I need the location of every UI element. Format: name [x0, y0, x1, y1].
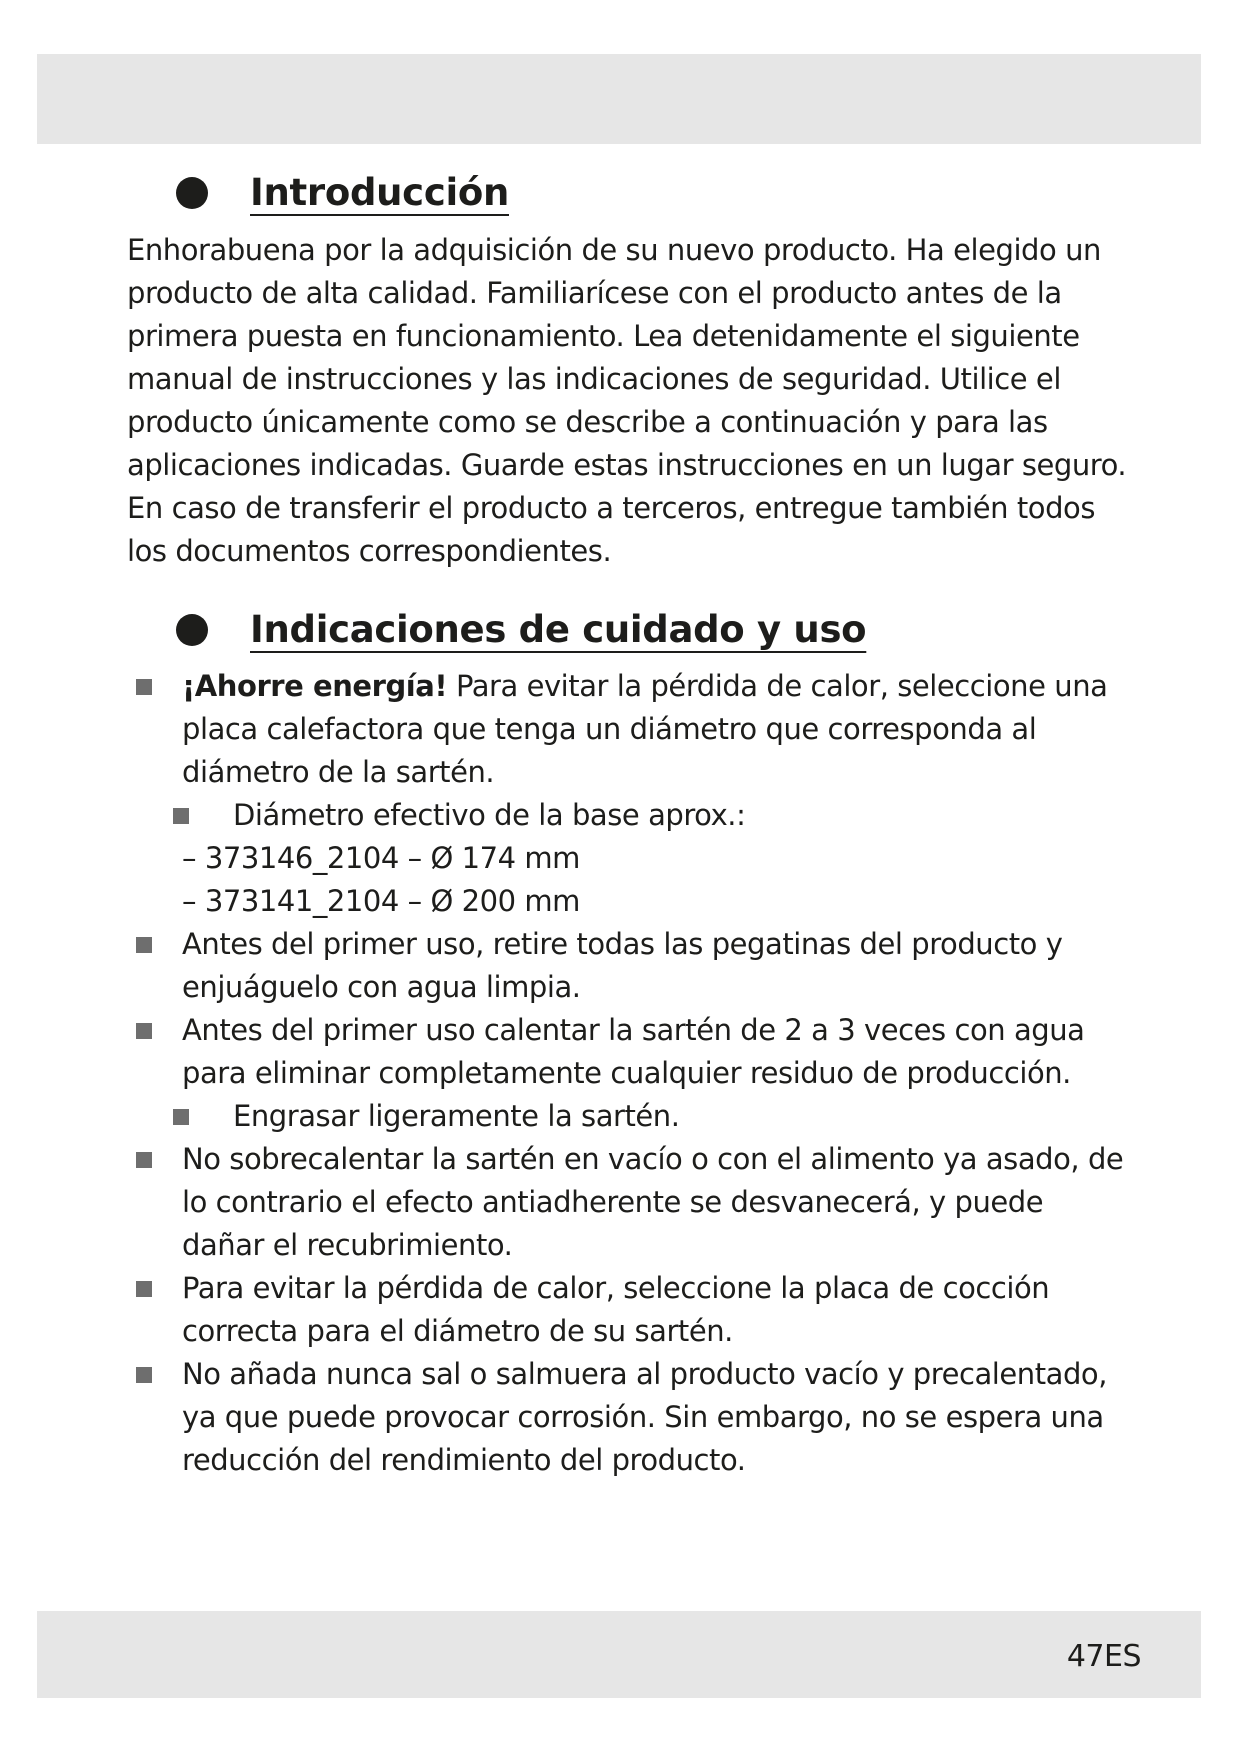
list-item [132, 1138, 1132, 1267]
square-bullet-icon [136, 1281, 152, 1297]
list-item-text: Antes del primer uso, retire todas las pegatinas del producto y enjuáguelo con agua limpia. [182, 927, 1063, 1004]
list-item [132, 665, 1132, 794]
diameter-line: – 373146_2104 – Ø 174 mm [182, 841, 580, 875]
sub-list-item [132, 1095, 1132, 1138]
list-item-text: Para evitar la pérdida de calor, seleccione la placa de cocción correcta para el diámetro de su sartén. [182, 1271, 1050, 1348]
heading-care: Indicaciones de cuidado y uso [250, 608, 867, 651]
square-bullet-icon [173, 1109, 189, 1125]
header-band [37, 54, 1201, 144]
list-item [132, 1267, 1132, 1353]
list-item-text: Diámetro efectivo de la base aprox.: [233, 798, 746, 832]
list-item-text: No añada nunca sal o salmuera al producto vacío y precalentado, ya que puede provocar corrosión. Sin embargo, no se espera una reducción del rendimiento del producto. [182, 1357, 1107, 1477]
heading-intro: Introducción [250, 171, 509, 214]
list-item [132, 1353, 1132, 1482]
square-bullet-icon [136, 1367, 152, 1383]
square-bullet-icon [136, 1023, 152, 1039]
section-heading-intro [176, 171, 509, 214]
page-number: 47ES [1066, 1639, 1141, 1674]
footer-band [37, 1611, 1201, 1698]
diameter-line: – 373141_2104 – Ø 200 mm [182, 884, 580, 918]
list-item [132, 923, 1132, 1009]
intro-paragraph: Enhorabuena por la adquisición de su nuevo producto. Ha elegido un producto de alta calidad. Familiarícese con el producto antes de la primera puesta en funcionamiento. Lea detenidamente el siguiente manual de instrucciones y las indicaciones de seguridad. Utilice el producto únicamente como se describe a continuación y para las aplicaciones indicadas. Guarde estas instrucciones en un lugar seguro. En caso de transferir el producto a terceros, entregue también todos los documentos correspondientes. [127, 233, 1127, 568]
list-item-text: Para evitar la pérdida de calor, seleccione una placa calefactora que tenga un diámetro que corresponda al diámetro de la sartén. [182, 669, 1108, 789]
bullet-dot-icon [176, 177, 208, 209]
square-bullet-icon [136, 679, 152, 695]
square-bullet-icon [136, 937, 152, 953]
square-bullet-icon [136, 1152, 152, 1168]
list-item-text: Engrasar ligeramente la sartén. [233, 1099, 680, 1133]
section-heading-care [176, 608, 866, 651]
energy-tip-label: ¡Ahorre energía! [182, 669, 448, 703]
bullet-dot-icon [176, 614, 208, 646]
square-bullet-icon [173, 808, 189, 824]
sub-list-item [132, 794, 1132, 837]
list-item-text: No sobrecalentar la sartén en vacío o con el alimento ya asado, de lo contrario el efecto antiadherente se desvanecerá, y puede dañar el recubrimiento. [182, 1142, 1124, 1262]
list-item [132, 1009, 1132, 1095]
care-list [132, 665, 1132, 1482]
list-item-text: Antes del primer uso calentar la sartén de 2 a 3 veces con agua para eliminar completamente cualquier residuo de producción. [182, 1013, 1085, 1090]
